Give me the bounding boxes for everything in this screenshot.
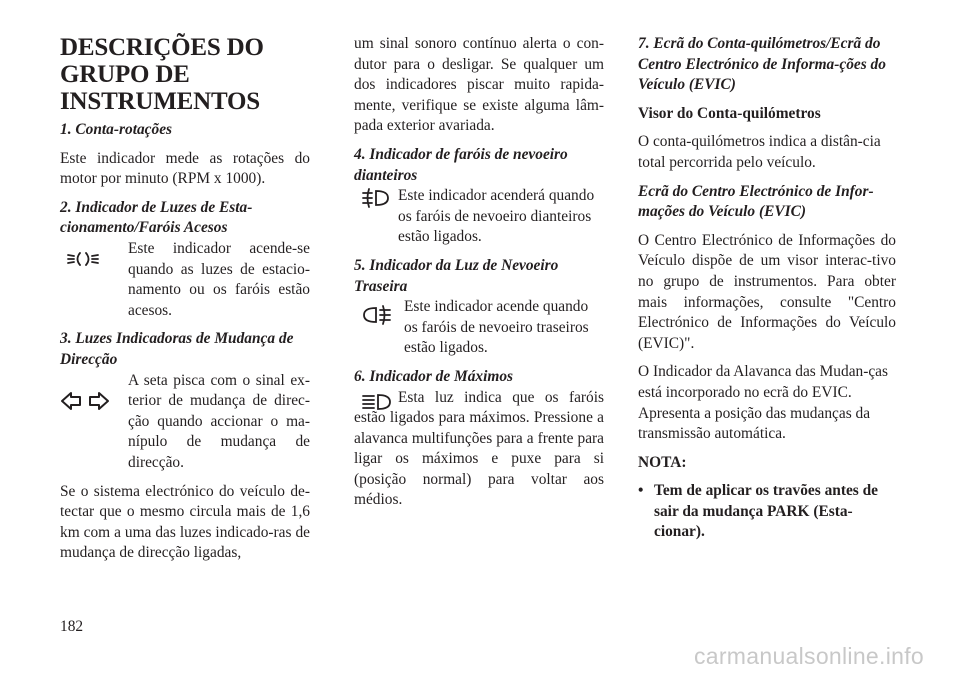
column-2 — [354, 34, 604, 511]
odometer-text: O conta-quilómetros indica a distân-cia total percorrida pelo veículo. — [638, 133, 881, 171]
high-beam-icon — [358, 390, 396, 414]
front-fog-light-icon — [358, 186, 396, 210]
note-bullet — [638, 481, 896, 543]
section-6-block — [354, 388, 604, 512]
gear-indicator-text: O Indicador da Alavanca das Mudan-ças está incorporado no ecrã do EVIC. Apresenta a posição das mudanças da transmissão automática. — [638, 363, 888, 443]
rear-fog-light-icon — [358, 303, 396, 327]
column-1 — [60, 34, 310, 564]
page-title: DESCRIÇÕES DO GRUPO DE INSTRUMENTOS — [60, 34, 264, 115]
section-2-block — [60, 239, 310, 321]
section-4-block — [354, 186, 604, 248]
page-number: 182 — [60, 618, 84, 635]
watermark: carmanualsonline.info — [693, 643, 924, 669]
parking-lights-icon — [64, 247, 102, 271]
note-bullet-text: Tem de aplicar os travões antes de sair da mudança PARK (Esta-cionar). — [654, 482, 879, 541]
evic-text: O Centro Electrónico de Informações do Veículo dispõe de um visor interac-tivo no grupo de instrumentos. Para obter mais informações, consulte "Centro Electrónico de Informações do Veículo (EVIC)". — [638, 231, 896, 352]
section-5-heading: 5. Indicador da Luz de Nevoeiro Traseira — [354, 256, 559, 295]
section-2-heading: 2. Indicador de Luzes de Esta-cionamento/Faróis Acesos — [60, 198, 253, 237]
section-6-heading: 6. Indicador de Máximos — [354, 367, 514, 385]
section-5-text: Este indicador acende quando os faróis de nevoeiro traseiros estão ligados. — [404, 298, 589, 357]
section-5-block — [354, 297, 604, 359]
section-3-text: A seta pisca com o sinal ex-terior de mudança de direc-ção quando accionar o ma-nípulo de mudança de direcção. — [128, 371, 310, 471]
section-1-text: Este indicador mede as rotações do motor por minuto (RPM x 1000). — [60, 149, 310, 188]
turn-signal-arrows-icon — [60, 389, 110, 413]
section-7-heading: 7. Ecrã do Conta-quilómetros/Ecrã do Centro Electrónico de Informa-ções do Veículo (EVIC) — [638, 35, 886, 94]
note-label: NOTA: — [638, 453, 687, 471]
section-2-text: Este indicador acende-se quando as luzes de estacio-namento ou os faróis estão acesos. — [128, 239, 310, 319]
section-3-text-2: Se o sistema electrónico do veículo de-tectar que o mesmo circula mais de 1,6 km com a uma das luzes indicado-ras de mudança de direcção ligadas, — [60, 482, 310, 562]
section-6-text: Esta luz indica que os faróis estão ligados para máximos. Pressione a alavanca multifunções para a frente para ligar os máximos e puxe para si (posição normal) para voltar aos médios. — [354, 388, 604, 509]
continued-text: um sinal sonoro contínuo alerta o con-dutor para o desligar. Se qualquer um dos indicadores piscar muito rapida-mente, verifique se existe alguma lâm-pada exterior avariada. — [354, 35, 604, 135]
section-4-heading: 4. Indicador de faróis de nevoeiro dianteiros — [354, 145, 568, 184]
section-1-heading: 1. Conta-rotações — [60, 121, 173, 138]
bullet-icon: • — [638, 482, 644, 500]
evic-heading: Ecrã do Centro Electrónico de Infor-mações do Veículo (EVIC) — [638, 182, 874, 221]
column-3 — [638, 34, 896, 543]
section-3-heading: 3. Luzes Indicadoras de Mudança de Direcção — [60, 330, 294, 368]
section-4-text: Este indicador acenderá quando os faróis de nevoeiro dianteiros estão ligados. — [398, 187, 595, 246]
odometer-heading: Visor do Conta-quilómetros — [638, 104, 821, 122]
section-3-block — [60, 371, 310, 474]
